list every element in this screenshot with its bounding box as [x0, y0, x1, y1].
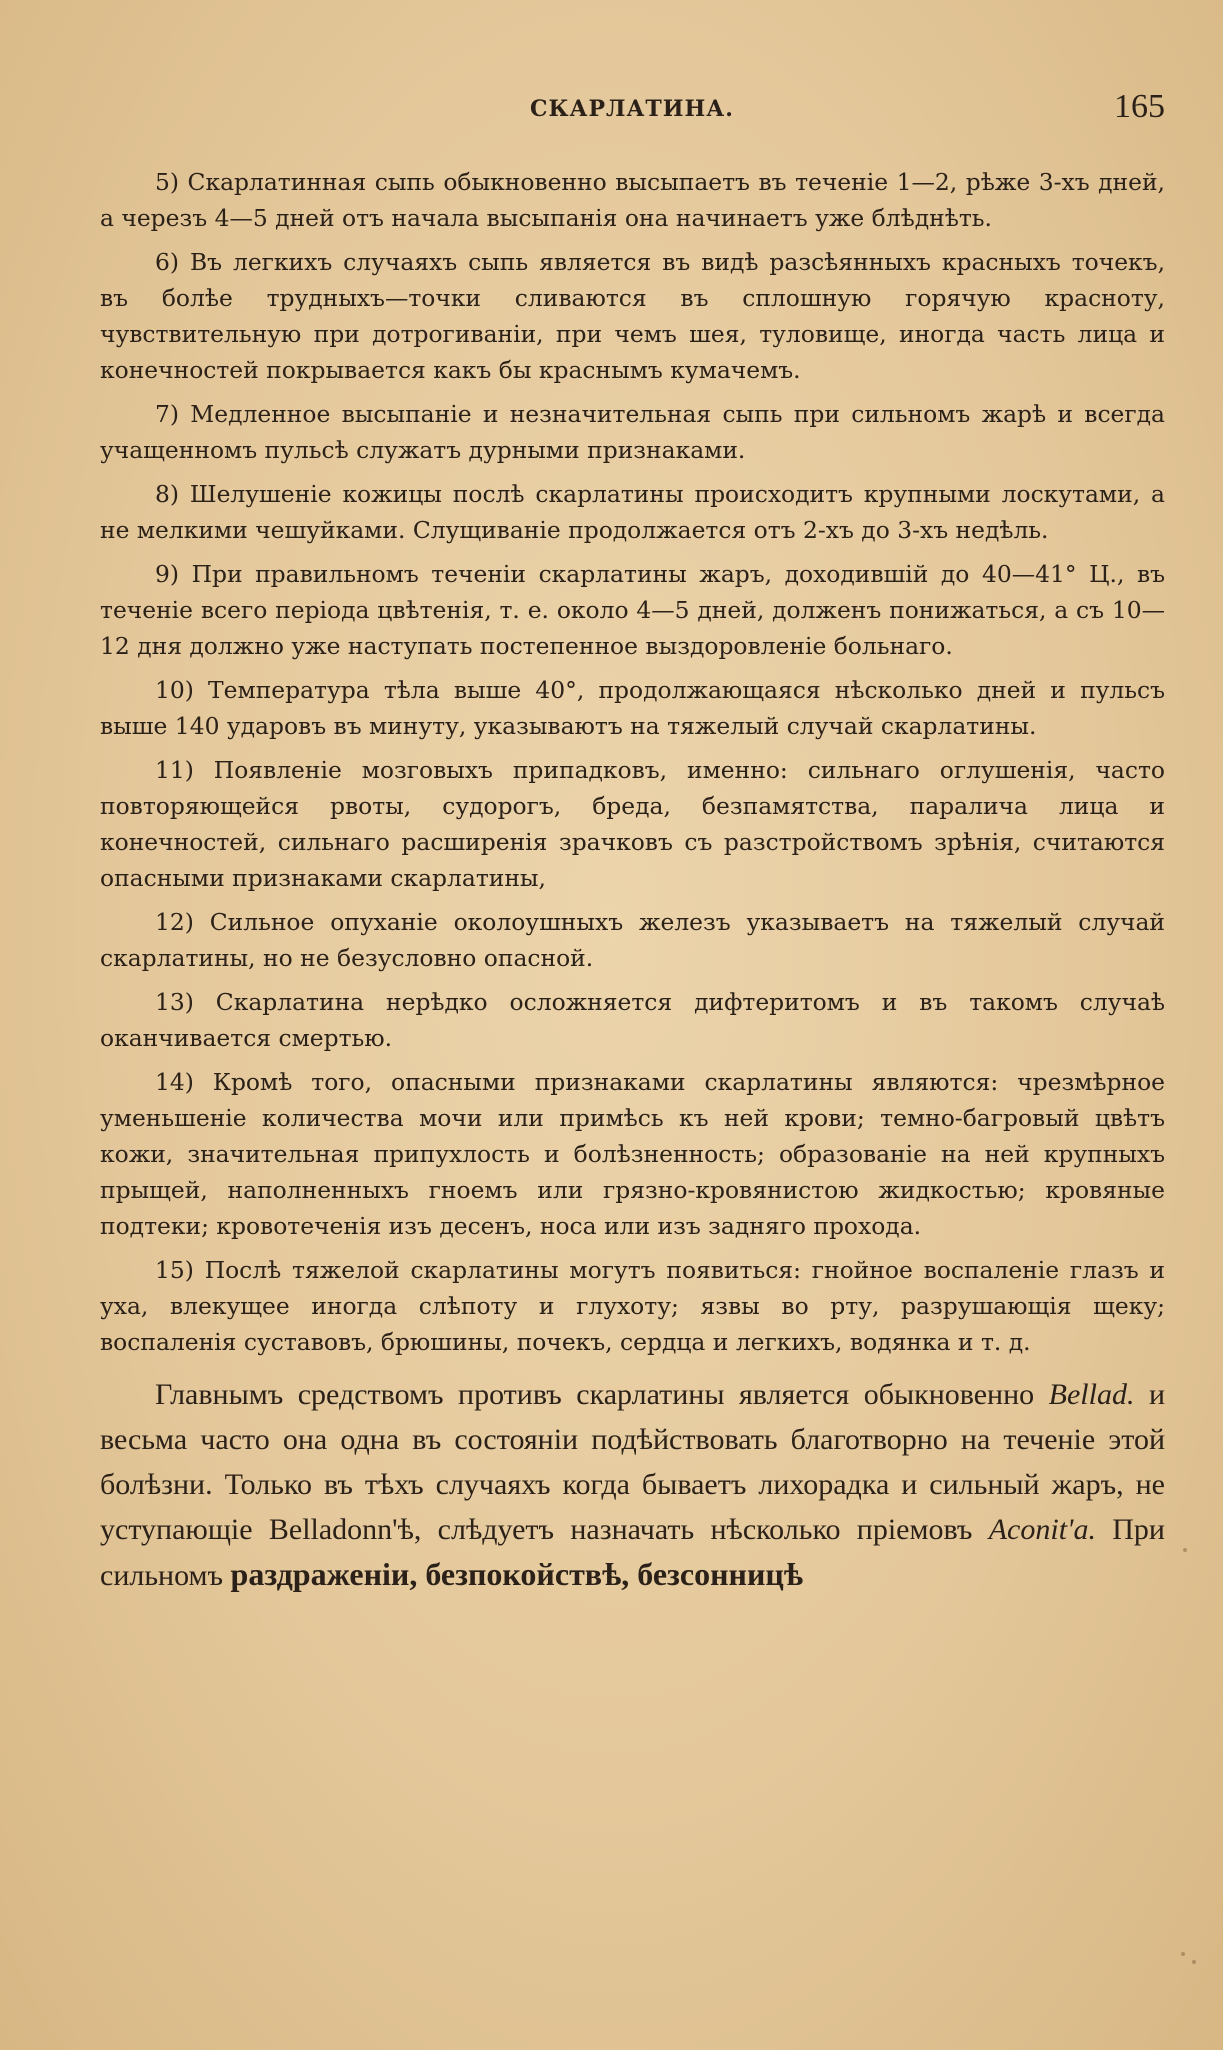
numbered-paragraph: 9) При правильномъ теченіи скарлатины жаръ, доходившій до 40—41° Ц., въ теченіе всего періода цвѣтенія, т. е. около 4—5 дней, долженъ понижаться, а съ 10—12 дня должно уже наступать постепенное выздоровленіе больнаго. [100, 560, 1165, 660]
conclusion-text-3: При сильномъ [100, 1513, 1165, 1592]
page-body [100, 164, 1165, 1598]
numbered-paragraph: 13) Скарлатина нерѣдко осложняется дифтеритомъ и въ такомъ случаѣ оканчивается смертью. [100, 988, 1165, 1052]
conclusion-paragraph [100, 1372, 1165, 1598]
remedy-aconite: Aconit'a. [988, 1513, 1096, 1546]
numbered-paragraph: 12) Сильное опуханіе околоушныхъ железъ указываетъ на тяжелый случай скарлатины, но не безусловно опасной. [100, 908, 1165, 972]
remedy-belladonna: Bellad. [1048, 1378, 1135, 1411]
page-number: 165 [1114, 88, 1165, 125]
paper-fleck [1183, 1548, 1187, 1552]
numbered-paragraph: 11) Появленіе мозговыхъ припадковъ, именно: сильнаго оглушенія, часто повторяющейся рвоты, судорогъ, бреда, безпамятства, паралича лица и конечностей, сильнаго расширенія зрачковъ съ разстройствомъ зрѣнія, считаются опасными признаками скарлатины, [100, 756, 1165, 892]
page-header [100, 88, 1165, 132]
paper-fleck [1181, 1952, 1185, 1956]
numbered-paragraph: 15) Послѣ тяжелой скарлатины могутъ появиться: гнойное воспаленіе глазъ и уха, влекущее иногда слѣпоту и глухоту; язвы во рту, разрушающія щеку; воспаленія суставовъ, брюшины, почекъ, сердца и легкихъ, водянка и т. д. [100, 1256, 1165, 1356]
conclusion-text-1: Главнымъ средствомъ противъ скарлатины является обыкновенно [155, 1378, 1049, 1411]
numbered-paragraph: 6) Въ легкихъ случаяхъ сыпь является въ видѣ разсѣянныхъ красныхъ точекъ, въ болѣе трудныхъ—точки сливаются въ сплошную горячую красноту, чувствительную при дотрогиваніи, при чемъ шея, туловище, иногда часть лица и конечностей покрывается какъ бы краснымъ кумачемъ. [100, 248, 1165, 384]
numbered-paragraph: 14) Кромѣ того, опасными признаками скарлатины являются: чрезмѣрное уменьшеніе количества мочи или примѣсь къ ней крови; темно-багровый цвѣтъ кожи, значительная припухлость и болѣзненность; образованіе на ней крупныхъ прыщей, наполненныхъ гноемъ или грязно-кровянистою жидкостью; кровяные подтеки; кровотеченія изъ десенъ, носа или изъ задняго прохода. [100, 1068, 1165, 1240]
running-title: СКАРЛАТИНА. [530, 96, 734, 122]
conclusion-emphasis: раздраженіи, безпокойствѣ, безсонницѣ [230, 1556, 804, 1592]
numbered-paragraph: 7) Медленное высыпаніе и незначительная сыпь при сильномъ жарѣ и всегда учащенномъ пульсѣ служатъ дурными признаками. [100, 400, 1165, 464]
conclusion-text-2: и весьма часто она одна въ состояніи подѣйствовать благотворно на теченіе этой болѣзни. Только въ тѣхъ случаяхъ когда бываетъ лихорадка и сильный жаръ, не уступающіе Belladonn'ѣ, слѣдуетъ назначать нѣсколько пріемовъ [100, 1378, 1166, 1546]
paper-fleck [1192, 1960, 1196, 1964]
numbered-paragraph: 5) Скарлатинная сыпь обыкновенно высыпаетъ въ теченіе 1—2, рѣже 3-хъ дней, а черезъ 4—5 дней отъ начала высыпанія она начинаетъ уже блѣднѣть. [100, 168, 1165, 232]
numbered-paragraph: 8) Шелушеніе кожицы послѣ скарлатины происходитъ крупными лоскутами, а не мелкими чешуйками. Слущиваніе продолжается отъ 2-хъ до 3-хъ недѣль. [100, 480, 1165, 544]
numbered-paragraph: 10) Температура тѣла выше 40°, продолжающаяся нѣсколько дней и пульсъ выше 140 ударовъ въ минуту, указываютъ на тяжелый случай скарлатины. [100, 676, 1165, 740]
